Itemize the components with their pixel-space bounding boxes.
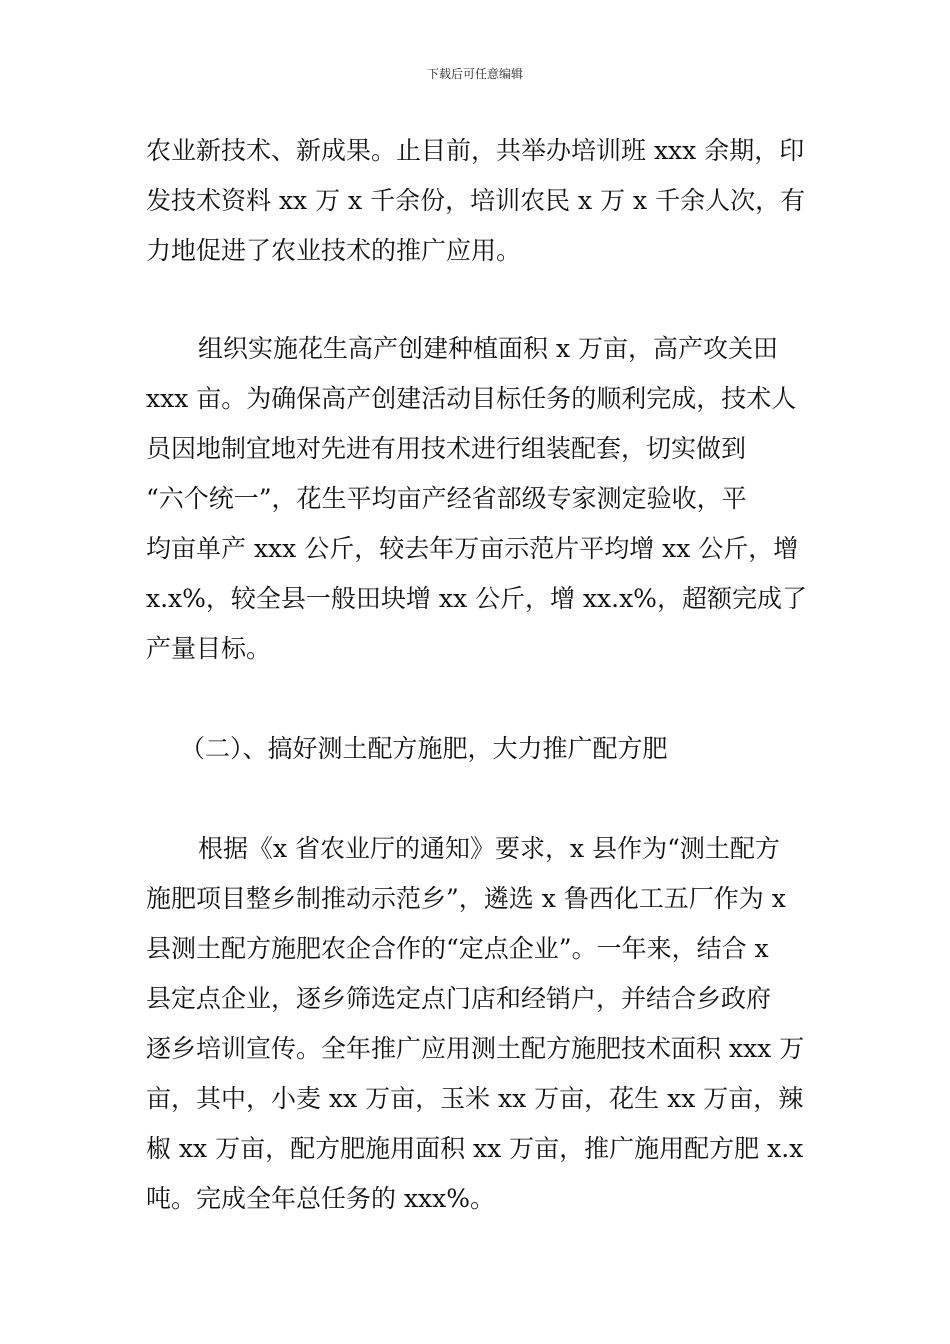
text-line: “六个统一”，花生平均亩产经省部级专家测定验收，平 [146,484,747,513]
text-line: 组织实施花生高产创建种植面积 x 万亩，高产攻关田 [198,334,778,363]
text-line: 员因地制宜地对先进有用技术进行组装配套，切实做到 [146,434,747,463]
paragraph-fertilizer [146,824,814,1224]
text-line: 县定点企业，逐乡筛选定点门店和经销户，并结合乡政府 [146,984,772,1013]
section-heading [146,724,814,774]
text-line: x.x%，较全县一般田块增 xx 公斤，增 xx.x%，超额完成了 [146,584,807,613]
text-line: 力地促进了农业技术的推广应用。 [146,236,522,265]
text-line: 发技术资料 xx 万 x 千余份，培训农民 x 万 x 千余人次，有 [146,186,806,215]
document-body [146,126,814,1224]
text-line: 均亩单产 xxx 公斤，较去年万亩示范片平均增 xx 公斤，增 [146,534,799,563]
page-header: 下载后可任意编辑 [426,67,523,81]
text-line: xxx 亩。为确保高产创建活动目标任务的顺利完成，技术人 [146,384,797,413]
text-line: 逐乡培训宣传。全年推广应用测土配方施肥技术面积 xxx 万 [146,1034,805,1063]
text-line: 椒 xx 万亩，配方肥施用面积 xx 万亩，推广施用配方肥 x.x [146,1134,804,1163]
text-line: 县测土配方施肥农企合作的“定点企业”。一年来，结合 x [146,934,769,963]
text-line: 农业新技术、新成果。止目前，共举办培训班 xxx 余期，印 [146,136,805,165]
text-line: 施肥项目整乡制推动示范乡”，遴选 x 鲁西化工五厂作为 x [146,884,786,913]
section-heading-text: （二）、搞好测土配方施肥，大力推广配方肥 [180,734,668,763]
text-line: 亩，其中，小麦 xx 万亩，玉米 xx 万亩，花生 xx 万亩，辣 [146,1084,804,1113]
text-line: 根据《x 省农业厅的通知》要求，x 县作为“测土配方 [198,834,780,863]
paragraph-training-summary [146,126,814,276]
paragraph-peanut-yield [146,324,814,674]
text-line: 吨。完成全年总任务的 xxx%。 [146,1184,496,1213]
text-line: 产量目标。 [146,634,272,663]
